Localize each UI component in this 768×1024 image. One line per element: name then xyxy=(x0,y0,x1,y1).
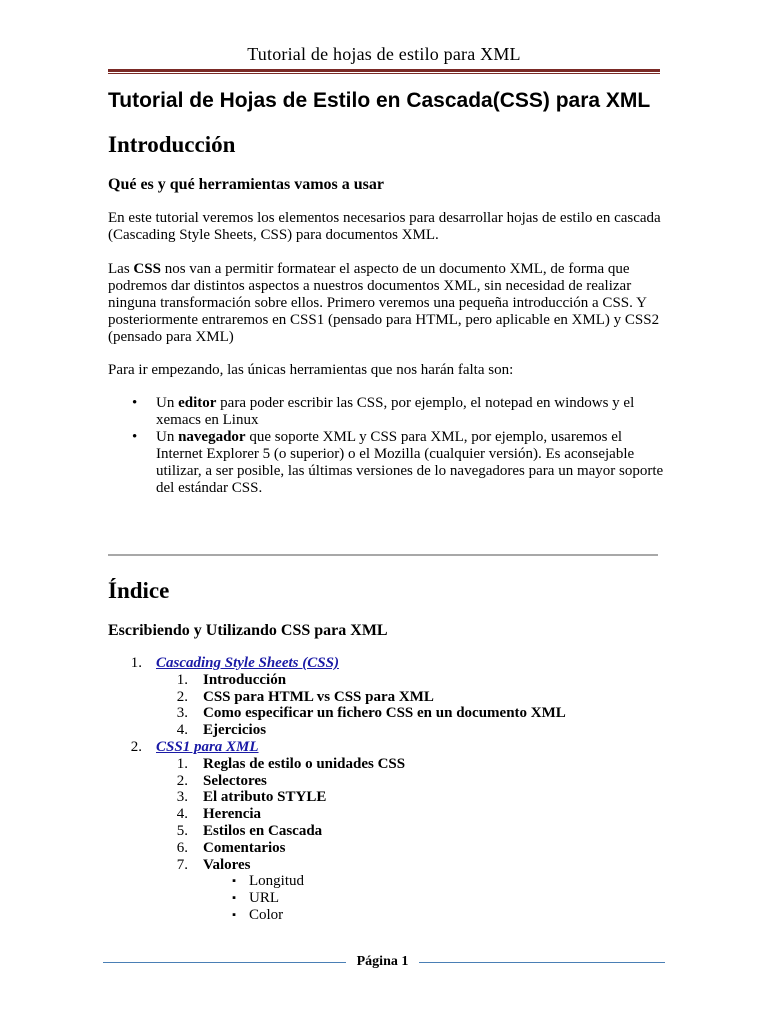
toc-link-css[interactable]: Cascading Style Sheets (CSS) xyxy=(156,655,339,671)
para2-rest: nos van a permitir formatear el aspecto de un documento XML, de forma que podremos dar distintos aspectos a nuestros documentos XML, sin necesidad de realizar ninguna transformación sobre ellos. Primero veremos una pequeña introducción a CSS. Y posteriormente entraremos en CSS1 (pensado para HTML, pero aplicable en XML) y CSS2 (pensado para XML) xyxy=(108,261,660,345)
index-heading: Índice xyxy=(108,578,170,603)
list-item xyxy=(108,395,668,429)
toc-subitem-label: Selectores xyxy=(203,772,267,789)
toc-subitem-label: Como especificar un fichero CSS en un documento XML xyxy=(203,705,566,722)
bullet-prefix: Un xyxy=(156,395,179,411)
intro-paragraph-1: En este tutorial veremos los elementos necesarios para desarrollar hojas de estilo en cascada (Cascading Style Sheets, CSS) para documentos XML. xyxy=(108,210,661,243)
toc-subitem-label: Reglas de estilo o unidades CSS xyxy=(203,755,406,772)
intro-heading: Introducción xyxy=(108,132,236,157)
header-rule xyxy=(108,69,660,74)
para2-prefix: Las xyxy=(108,261,134,277)
intro-paragraph-2 xyxy=(108,261,668,346)
toc-number: 2. xyxy=(130,738,142,755)
toc-subsubitem-label: URL xyxy=(249,890,279,907)
running-header: Tutorial de hojas de estilo para XML xyxy=(247,44,521,64)
para2-bold-css: CSS xyxy=(133,261,161,277)
bullet-rest: que soporte XML y CSS para XML, por ejemplo, usaremos el Internet Explorer 5 (o superior) o el Mozilla (cualquier versión). Es aconsejable utilizar, a ser posible, las últimas versiones de lo navegadores para un mayor soporte del estándar CSS. xyxy=(156,429,664,496)
toc-item xyxy=(108,655,668,672)
toc-link-css1[interactable]: CSS1 para XML xyxy=(156,738,259,755)
list-item xyxy=(108,429,668,497)
page-footer xyxy=(103,954,665,972)
toc-subitem-label: Herencia xyxy=(203,806,262,823)
document-title: Tutorial de Hojas de Estilo en Cascada(CSS) para XML xyxy=(108,89,651,112)
toc-subitem-label: Comentarios xyxy=(203,839,286,856)
toc-subitem: 6. Comentarios xyxy=(176,839,286,856)
toc-subitem: 4. Ejercicios xyxy=(176,722,267,739)
bullet-bold: editor xyxy=(178,395,217,411)
toc-subitem-label: Valores xyxy=(203,856,251,873)
square-bullet-icon: ▪ xyxy=(232,908,236,921)
toc-subsubitem-label: Color xyxy=(249,906,284,923)
toc-subitem: 5. Estilos en Cascada xyxy=(176,822,323,839)
toc-subitem: 2. CSS para HTML vs CSS para XML xyxy=(176,688,434,705)
section-divider xyxy=(108,554,658,556)
toc-subsubitem xyxy=(108,873,668,890)
index-subheading: Escribiendo y Utilizando CSS para XML xyxy=(108,622,388,639)
bullet-rest: para poder escribir las CSS, por ejemplo, el notepad en windows y el xemacs en Linux xyxy=(156,395,635,428)
footer-rule-left xyxy=(103,962,346,963)
toc-subitem: 2. Selectores xyxy=(176,772,267,789)
toc-subitem: 7. Valores xyxy=(176,856,251,873)
bullet-icon: • xyxy=(132,429,138,445)
toc-item xyxy=(108,739,668,756)
bullet-prefix: Un xyxy=(156,429,179,445)
toc-subitem: 1. Introducción xyxy=(176,671,287,688)
toc-subitem-label: Estilos en Cascada xyxy=(203,822,323,839)
toc-subitem-label: Introducción xyxy=(203,671,287,688)
table-of-contents xyxy=(108,655,668,924)
intro-paragraph-3: Para ir empezando, las únicas herramientas que nos harán falta son: xyxy=(108,362,514,378)
intro-subheading: Qué es y qué herramientas vamos a usar xyxy=(108,176,384,193)
page-number: Página 1 xyxy=(356,954,409,969)
toc-subsubitem-label: Longitud xyxy=(249,873,304,890)
toc-subitem-label: Ejercicios xyxy=(203,722,267,739)
toc-subitem-label: El atributo STYLE xyxy=(203,789,327,806)
toc-subitem: 1. Reglas de estilo o unidades CSS xyxy=(176,755,406,772)
toc-subsubitem xyxy=(108,890,668,907)
toc-subsubitem xyxy=(108,907,668,924)
footer-rule-right xyxy=(419,962,665,963)
bullet-bold: navegador xyxy=(178,429,246,445)
tools-list xyxy=(108,395,668,497)
toc-subitem: 4. Herencia xyxy=(176,806,262,823)
toc-subitem: 3. El atributo STYLE xyxy=(176,789,327,806)
bullet-icon: • xyxy=(132,395,138,411)
square-bullet-icon: ▪ xyxy=(232,875,236,888)
toc-subitem-label: CSS para HTML vs CSS para XML xyxy=(203,688,434,705)
square-bullet-icon: ▪ xyxy=(232,892,236,905)
toc-number: 1. xyxy=(130,655,142,671)
toc-subitem: 3. Como especificar un fichero CSS en un documento XML xyxy=(176,705,566,722)
